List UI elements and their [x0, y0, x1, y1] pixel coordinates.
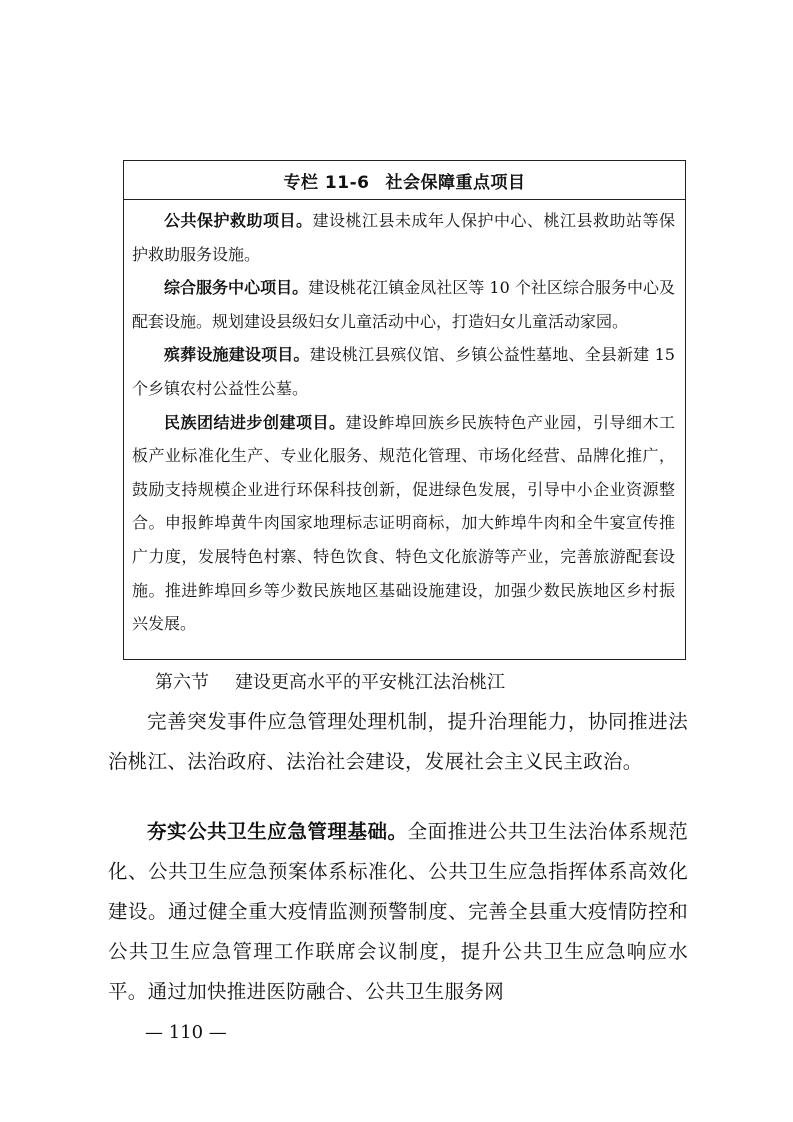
project-item-lead: 公共保护救助项目。: [164, 211, 313, 230]
project-item-text: 建设桃江县未成年人保护中心、桃江县救助站等保护救助服务设施。: [132, 211, 675, 264]
project-item-lead: 民族团结进步创建项目。: [164, 412, 346, 432]
project-item: [132, 204, 675, 271]
body-paragraph: [108, 812, 688, 1012]
project-item-text: 建设桃花江镇金凤社区等 10 个社区综合服务中心及配套设施。规划建设县级妇女儿童活动中心，打造妇女儿童活动家园。: [132, 278, 675, 331]
section-heading: [155, 668, 505, 698]
feature-box-code: 专栏 11-6: [283, 172, 370, 193]
section-title: 建设更高水平的平安桃江法治桃江: [235, 672, 505, 693]
project-item: [132, 406, 675, 641]
project-item: [132, 338, 675, 405]
project-item: [132, 271, 675, 338]
project-item-lead: 殡葬设施建设项目。: [164, 345, 310, 365]
paragraph-text: 全面推进公共卫生法治体系规范化、公共卫生应急预案体系标准化、公共卫生应急指挥体系高效化建设。通过健全重大疫情监测预警制度、完善全县重大疫情防控和公共卫生应急管理工作联席会议制度，提升公共卫生应急响应水平。通过加快推进医防融合、公共卫生服务网: [108, 820, 689, 1003]
paragraph-lead: 夯实公共卫生应急管理基础。: [147, 820, 408, 843]
feature-box: [123, 160, 686, 660]
section-number: 第六节: [155, 672, 209, 693]
project-item-text: 建设鲊埠回族乡民族特色产业园，引导细木工板产业标准化生产、专业化服务、规范化管理、市场化经营、品牌化推广，鼓励支持规模企业进行环保科技创新，促进绿色发展，引导中小企业资源整合。申报鲊埠黄牛肉国家地理标志证明商标，加大鲊埠牛肉和全牛宴宣传推广力度，发展特色村寨、特色饮食、特色文化旅游等产业，完善旅游配套设施。推进鲊埠回乡等少数民族地区基础设施建设，加强少数民族地区乡村振兴发展。: [132, 412, 675, 634]
page-number: — 110 —: [145, 1022, 227, 1043]
body-paragraph: [108, 702, 688, 782]
paragraph-text: 完善突发事件应急管理处理机制，提升治理能力，协同推进法治桃江、法治政府、法治社会建设，发展社会主义民主政治。: [108, 710, 688, 773]
project-item-text: 建设桃江县殡仪馆、乡镇公益性墓地、全县新建 15 个乡镇农村公益性公墓。: [132, 345, 675, 398]
project-item-lead: 综合服务中心项目。: [164, 278, 309, 298]
feature-box-title: 社会保障重点项目: [385, 172, 526, 193]
feature-box-header: [124, 161, 685, 200]
feature-box-body: [124, 200, 685, 641]
